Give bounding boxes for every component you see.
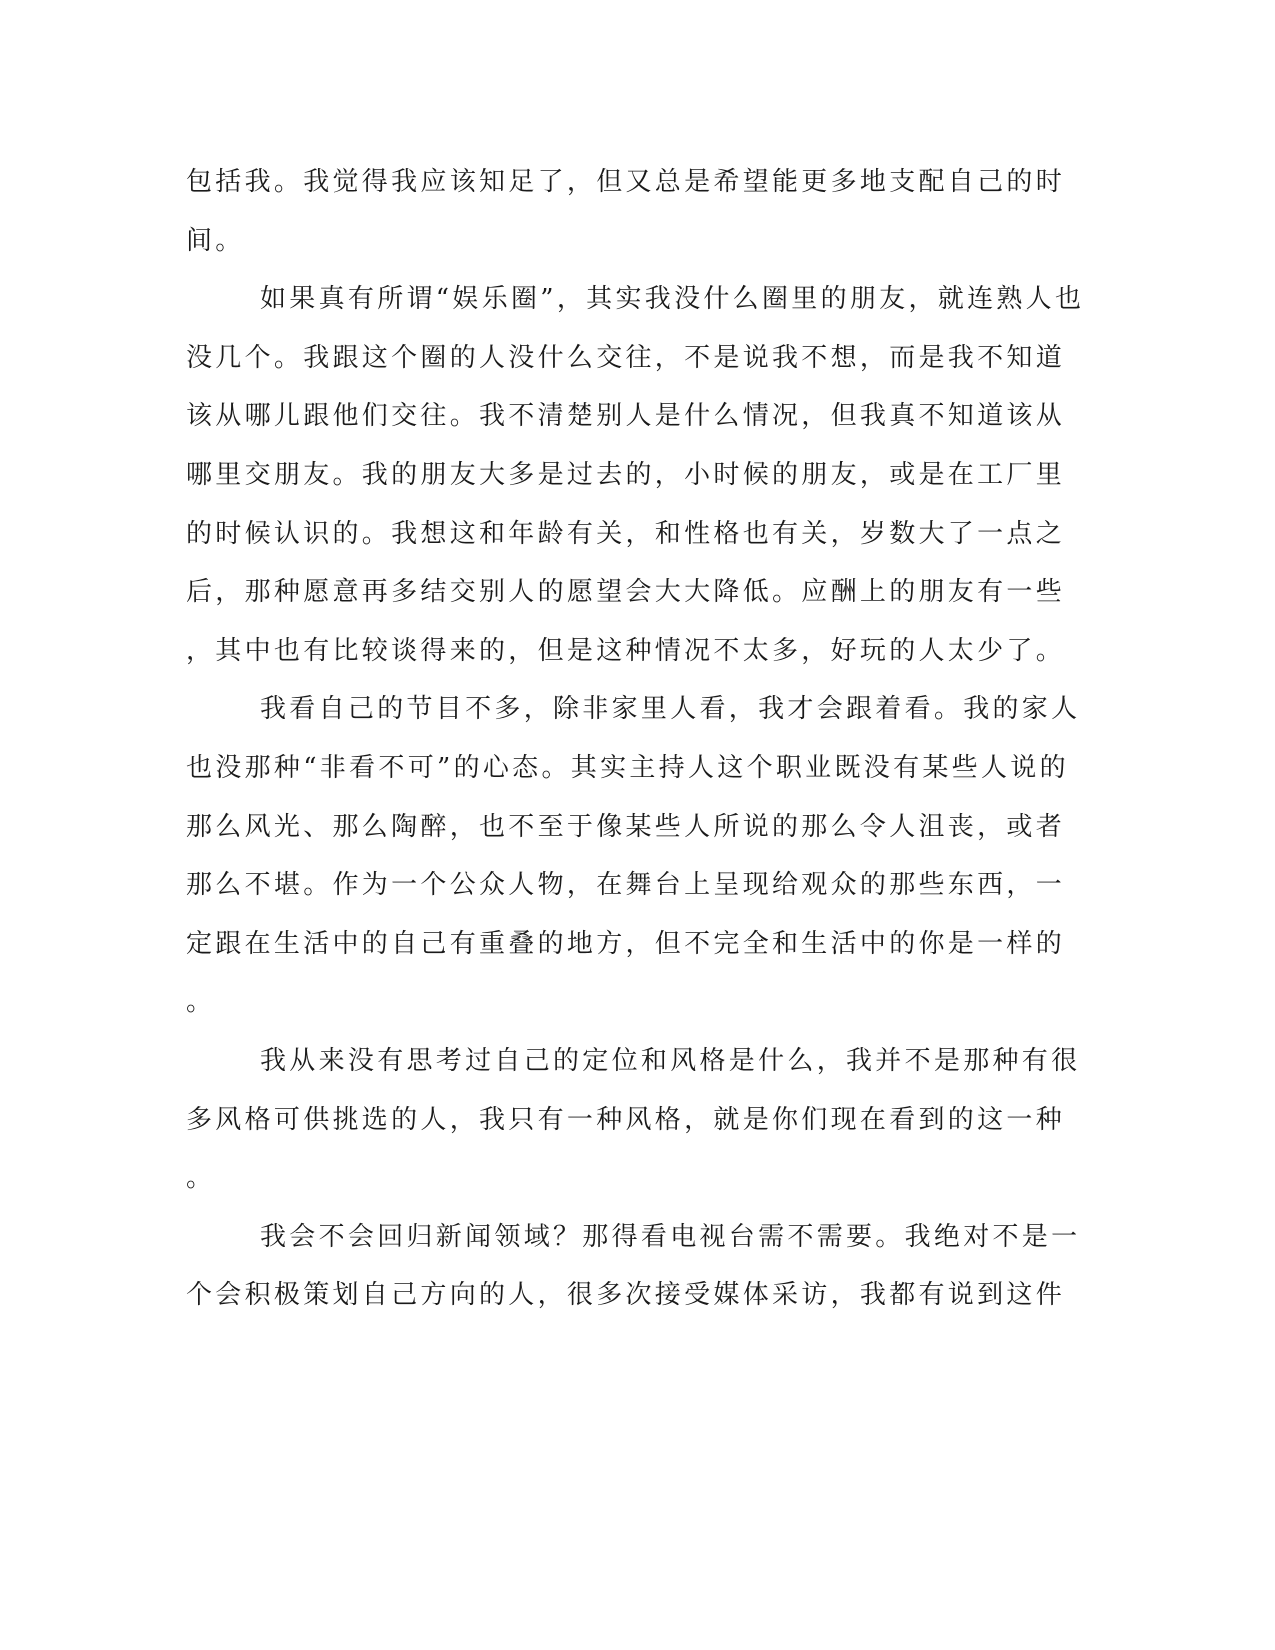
text-line: 我看自己的节目不多，除非家里人看，我才会跟着看。我的家人	[260, 694, 1081, 725]
text-line: 。	[186, 1163, 216, 1194]
text-line: 没几个。我跟这个圈的人没什么交往，不是说我不想，而是我不知道	[186, 342, 1066, 373]
text-line: 多风格可供挑选的人，我只有一种风格，就是你们现在看到的这一种	[186, 1104, 1066, 1135]
text-line: 我从来没有思考过自己的定位和风格是什么，我并不是那种有很	[260, 1045, 1081, 1076]
text-line: 间。	[186, 225, 245, 256]
text-line: 后，那种愿意再多结交别人的愿望会大大降低。应酬上的朋友有一些	[186, 577, 1066, 608]
text-line: 的时候认识的。我想这和年龄有关，和性格也有关，岁数大了一点之	[186, 518, 1066, 549]
text-line: 。	[186, 987, 216, 1018]
text-line: 个会积极策划自己方向的人，很多次接受媒体采访，我都有说到这件	[186, 1280, 1066, 1311]
text-line: ，其中也有比较谈得来的，但是这种情况不太多，好玩的人太少了。	[186, 635, 1066, 666]
text-line: 包括我。我觉得我应该知足了，但又总是希望能更多地支配自己的时	[186, 167, 1066, 197]
text-line: 定跟在生活中的自己有重叠的地方，但不完全和生活中的你是一样的	[186, 928, 1066, 959]
text-line: 该从哪儿跟他们交往。我不清楚别人是什么情况，但我真不知道该从	[186, 401, 1066, 432]
text-line: 哪里交朋友。我的朋友大多是过去的，小时候的朋友，或是在工厂里	[186, 459, 1066, 490]
text-line: 那么不堪。作为一个公众人物，在舞台上呈现给观众的那些东西，一	[186, 870, 1066, 901]
text-line: 我会不会回归新闻领域？那得看电视台需不需要。我绝对不是一	[260, 1221, 1081, 1252]
body-text	[186, 162, 1085, 1334]
text-line: 那么风光、那么陶醉，也不至于像某些人所说的那么令人沮丧，或者	[186, 811, 1066, 842]
text-line: 也没那种“非看不可”的心态。其实主持人这个职业既没有某些人说的	[186, 752, 1069, 783]
text-line: 如果真有所谓“娱乐圈”，其实我没什么圈里的朋友，就连熟人也	[260, 284, 1085, 315]
